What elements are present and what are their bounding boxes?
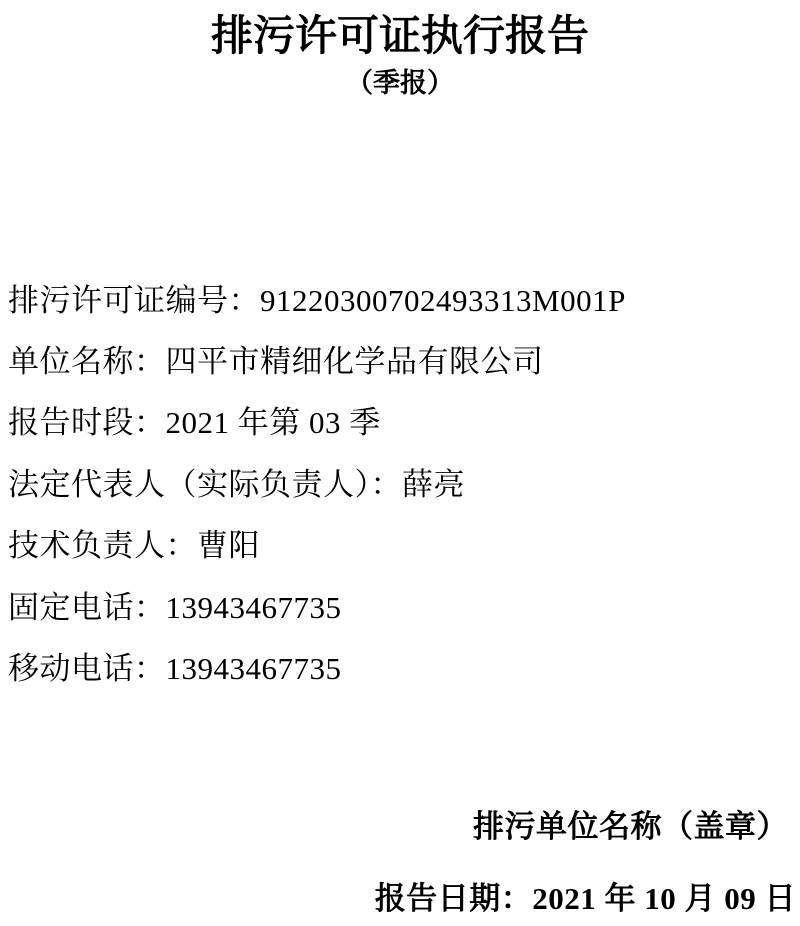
field-permit-number-value: 91220300702493313M001P bbox=[260, 283, 626, 318]
stamp-line: 排污单位名称（盖章） bbox=[473, 809, 788, 844]
page-title: 排污许可证执行报告 bbox=[210, 14, 589, 60]
field-landline-phone bbox=[8, 591, 342, 625]
field-permit-number-label: 排污许可证编号： bbox=[8, 283, 260, 318]
field-report-period-label: 报告时段： bbox=[8, 405, 166, 440]
report-date-value: 2021 年 10 月 09 日 bbox=[532, 881, 796, 916]
field-technical-manager-label: 技术负责人： bbox=[8, 528, 197, 563]
field-company-name-label: 单位名称： bbox=[8, 344, 166, 379]
field-legal-representative-value: 薛亮 bbox=[402, 467, 465, 502]
field-mobile-phone-value: 13943467735 bbox=[165, 651, 342, 686]
field-legal-representative bbox=[8, 468, 465, 502]
field-company-name-value: 四平市精细化学品有限公司 bbox=[165, 344, 544, 379]
field-landline-phone-label: 固定电话： bbox=[8, 590, 166, 625]
field-mobile-phone bbox=[8, 652, 342, 686]
field-landline-phone-value: 13943467735 bbox=[165, 590, 342, 625]
field-technical-manager bbox=[8, 529, 260, 563]
field-permit-number bbox=[8, 284, 626, 318]
report-date-line bbox=[375, 882, 796, 916]
field-company-name bbox=[8, 345, 544, 379]
page-subtitle: （季报） bbox=[346, 68, 454, 98]
field-report-period bbox=[8, 406, 381, 440]
field-legal-representative-label: 法定代表人（实际负责人）： bbox=[8, 467, 402, 502]
field-mobile-phone-label: 移动电话： bbox=[8, 651, 166, 686]
field-report-period-value: 2021 年第 03 季 bbox=[165, 405, 381, 440]
field-technical-manager-value: 曹阳 bbox=[197, 528, 260, 563]
report-date-label: 报告日期： bbox=[374, 881, 533, 916]
